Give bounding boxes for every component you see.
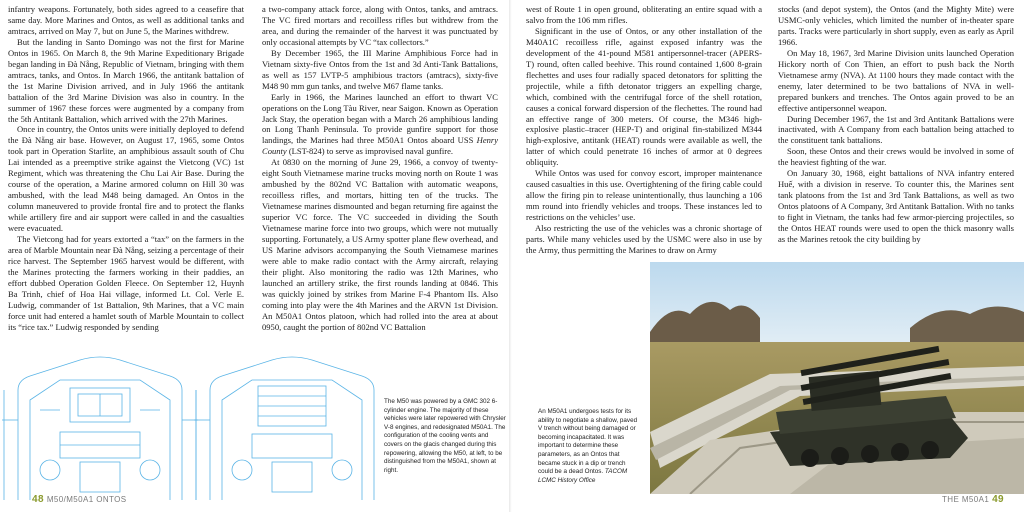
paragraph: On May 18, 1967, 3rd Marine Division units launched Operation Hickory north of Con Thien, an effort to push back the North Vietnamese army (NVA). At 1100 hours they made contact with the enemy, later determined to be two battalions of NVA in well-prepared bunkers and trenches. The Ontos again proved to be an effective antipersonnel weapon. — [778, 47, 1014, 113]
paragraph: While Ontos was used for convoy escort, improper maintenance caused casualties in this use. Overtightening of the firing cable could allow the firing pin to release unintentionally, thus launching a 106 mm round into friendly vehicles and troops. These instances led to restrictions on the vehicles’ use. — [526, 168, 762, 223]
paragraph-part: (LST-824) to serve as improvised naval gunfire. — [286, 146, 454, 157]
right-text-column-2 — [778, 4, 1014, 245]
paragraph: But the landing in Santo Domingo was not the first for Marine Ontos in 1965. On March 8, the 9th Marine Expeditionary Brigade began landing in Đà Nẵng, Republic of Vietnam, bringing with them amtracs, tanks, and Ontos. In March 1966, the antitank battalion of the 1st Marine Division arrived, and in July 1966 the antitank battalion of the 3rd Marine Division was also in country. In the summer of 1967 these forces were augmented by a company from the 5th Antitank Battalion, which arrived with the 27th Marines. — [8, 36, 244, 124]
ship-name: Henry County — [262, 135, 498, 157]
paragraph: On January 30, 1968, eight battalions of NVA infantry entered Huế, with a division in reserve. To counter this, the Marines sent tank platoons from the 1st and 3rd Tank Battalions, as well as two Ontos platoons of A Company, 3rd Antitank Battalion. With no tanks to fight in Vietnam, the tanks had few armor-piercing projectiles, so the Ontos HEAT rounds were used to open the thick masonry walls as the Marines retook the city building by — [778, 168, 1014, 245]
left-text-column-2 — [262, 4, 498, 333]
paragraph — [262, 92, 498, 158]
m50a1-diagram — [194, 357, 380, 500]
paragraph: stocks (and depot system), the Ontos (and the Mighty Mite) were USMC-only vehicles, which limited the number of in-theater spare parts. Tracks were particularly in short supply, even as early as April 1966. — [778, 4, 1014, 47]
paragraph: Significant in the use of Ontos, or any other installation of the M40A1C recoilless rifle, against exposed infantry was the development of the 41-pound M581 antipersonnel-tracer (APERS-T) round, often called beehive. This round contained 1,600 8-grain flechettes and uses four radially spaced detonators for splitting the projectile, while a fifth detonator triggers an expelling charge, which, combined with the centrifugal force of the shell rotation, causes a conical forward dispersion of the flechettes. The round had an effective range of 300 meters. Of course, the M346 high-explosive plastic–tracer (HEP-T) and original fin-stabilized M344 high-explosive, antitank (HEAT) rounds were available as well, the latter of which could penetrate 16 inches of armor at 0 degrees obliquity. — [526, 25, 762, 168]
paragraph: Soon, these Ontos and their crews would be involved in some of the heaviest fighting of the war. — [778, 146, 1014, 168]
running-title: M50/M50A1 ONTOS — [46, 495, 127, 504]
right-folio — [942, 494, 1004, 505]
paragraph: At 0830 on the morning of June 29, 1966, a convoy of twenty-eight South Vietnamese marine trucks moving north on Route 1 was ambushed by the 802nd VC Battalion with automatic weapons, recoilless rifles, and mortars, hitting ten of the trucks. The Vietnamese marines dismounted and began returning fire against the superior VC force. The VC succeeded in dividing the South Vietnamese marine force into two groups, which were not mutually supporting. Fortunately, a US Army spotter plane flew overhead, and US Marine advisors accompanying the South Vietnamese marines were able to make radio contact with the Army aircraft, relaying their plight. Also monitoring the radio was 12th Marines, who launched an artillery strike, the first rounds landing at 0846. This was quickly joined by strikes from Marine F-4 Phantom IIs. Also coming into play were the 4th Marines and the ARVN 1st Division. An M50A1 Ontos platoon, which had rolled into the area at about 0950, caught the portion of 802nd VC Battalion — [262, 157, 498, 332]
paragraph: a two-company attack force, along with Ontos, tanks, and amtracs. The VC fired mortars and recoilless rifles but withdrew from the area, and during the remainder of the harvest it was punctuated by only occasional attempts by VC “tax collectors.” — [262, 4, 498, 47]
page-number: 48 — [32, 494, 44, 505]
caption-credit: TACOM LCMC History Office — [538, 468, 628, 484]
left-text-column-1 — [8, 4, 244, 333]
paragraph: west of Route 1 in open ground, obliterating an entire squad with a salvo from the 106 mm rifles. — [526, 4, 762, 25]
m50a1-test-photo — [650, 262, 1024, 494]
right-text-column-1 — [526, 4, 762, 256]
ontos-top-view-diagrams — [0, 350, 380, 500]
paragraph: Once in country, the Ontos units were initially deployed to defend the Đà Nẵng air base. However, on August 17, 1965, some Ontos took part in Operation Starlite, an amphibious assault south of Chu Lai intended as a preemptive strike against the Vietcong (VC) 1st Regiment, which was threatening the Chu Lai Air Base. During the course of the operation, a Marine armored column on Hill 30 was ambushed, with the lead M48 being damaged. An Ontos in the column maneuvered to provide frontal fire and to protect the flanks while artillery fire and air support were called in and the casualties were evacuated. — [8, 124, 244, 234]
paragraph: The Vietcong had for years extorted a “tax” on the farmers in the area of Marble Mountain near Đà Nẵng, seizing a percentage of their rice harvest. The September 1965 harvest would be different, with the Marines protecting the farmers working in their paddies, an effort dubbed Operation Golden Fleece. On September 12, Huynh Ba Trinh, chief of Hoa Hai village, informed Lt. Col. Verle E. Ludwig, commander of 1st Battalion, 9th Marines, that a VC main force unit had entered a hamlet south of Marble Mountain to collect its “rice tax.” Ludwig responded by sending — [8, 234, 244, 332]
paragraph: During December 1967, the 1st and 3rd Antitank Battalions were inactivated, with A Company from each battalion being attached to the constituent tank battalions. — [778, 113, 1014, 146]
caption-main: An M50A1 undergoes tests for its ability to negotiate a shallow, paved V trench without being damaged or becoming incapacitated. It was important to determine these parameters, as an Ontos that became stuck in a dip or trench could be a dead Ontos. — [538, 408, 638, 476]
left-page — [0, 0, 510, 512]
caption-text: The M50 was powered by a GMC 302 6-cylinder engine. The majority of these vehicles were later repowered with Chrysler V-8 engines, and redesignated M50A1. The configuration of the cooling vents and covers on the glacis changed during this repowering, allowing the M50, at left, to be distinguished from the M50A1, shown at right. — [384, 398, 506, 474]
photo-caption — [538, 408, 642, 485]
page-number: 49 — [992, 494, 1005, 505]
paragraph: infantry weapons. Fortunately, both sides agreed to a ceasefire that same day. More Marines and Ontos, as well as additional tanks and amtracs, arrived on May 7, but on June 5, the Marines withdrew. — [8, 4, 244, 36]
caption-text — [538, 408, 642, 485]
photo-illustration — [650, 262, 1024, 494]
paragraph: By December 1965, the III Marine Amphibious Force had in Vietnam sixty-five Ontos from the 1st and 3d Anti-Tank Battalions, as well as 157 LVTP-5 amphibious tractors (amtracs), sixty-five M48 90 mm gun tanks, and twelve M67 flame tanks. — [262, 47, 498, 91]
m50-diagram — [2, 357, 198, 500]
running-title: THE M50A1 — [942, 495, 990, 504]
diagram-caption — [384, 398, 506, 475]
left-folio — [32, 494, 127, 505]
paragraph: Also restricting the use of the vehicles was a chronic shortage of parts. While many vehicles used by the USMC were also in use by the Army, thus permitting the Marines to draw on Army — [526, 223, 762, 255]
paragraph-part: Early in 1966, the Marines launched an effort to thwart VC operations on the Long Tàu River, near Saigon. Known as Operation Jack Stay, the operation began with a March 26 amphibious landing on Long Thanh Peninsula. To provide gunfire support for those landings, the Marines had three M50A1 Ontos aboard USS — [262, 91, 498, 146]
